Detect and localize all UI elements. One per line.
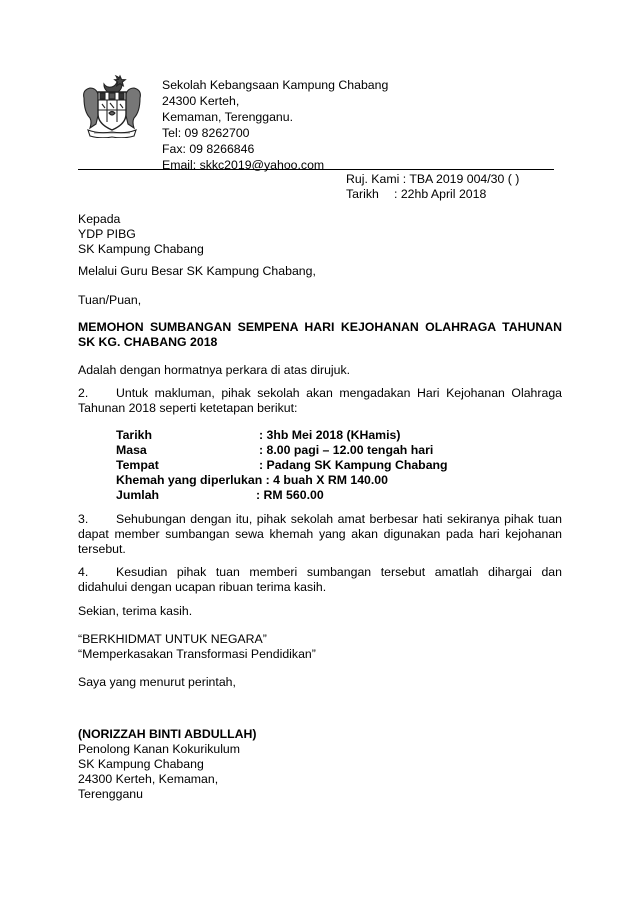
reference-date <box>346 187 519 202</box>
reference-number: Ruj. Kami : TBA 2019 004/30 ( ) <box>346 172 520 186</box>
school-tel: Tel: 09 8262700 <box>162 126 250 140</box>
signatory-title: Penolong Kanan Kokurikulum <box>78 742 241 756</box>
detail-value: : RM 560.00 <box>256 488 324 502</box>
paragraph-2-number: 2. <box>78 386 89 400</box>
letterhead <box>162 78 388 174</box>
paragraph-3-text: Sehubungan dengan itu, pihak sekolah amat berbesar hati sekiranya pihak tuan dapat member sumbangan sewa khemah yang akan digunakan pada hari kejohanan tersebut. <box>78 512 562 556</box>
reference-date-label: Tarikh <box>346 187 379 201</box>
signatory-address: 24300 Kerteh, Kemaman, <box>78 772 219 786</box>
detail-value: : 8.00 pagi – 12.00 tengah hari <box>259 443 434 457</box>
school-fax: Fax: 09 8266846 <box>162 142 255 156</box>
signatory-address: Terengganu <box>78 787 143 801</box>
salutation: Tuan/Puan, <box>78 293 142 307</box>
paragraph-3-number: 3. <box>78 512 89 526</box>
paragraph-4-number: 4. <box>78 565 89 579</box>
opening-paragraph: Adalah dengan hormatnya perkara di atas dirujuk. <box>78 363 351 377</box>
subject-line: MEMOHON SUMBANGAN SEMPENA HARI KEJOHANAN OLAHRAGA TAHUNAN SK KG. CHABANG 2018 <box>78 320 562 349</box>
motto-2: “Memperkasakan Transformasi Pendidikan” <box>78 647 316 661</box>
paragraph-4-text: Kesudian pihak tuan memberi sumbangan tersebut amatlah dihargai dan didahului dengan ucapan ribuan terima kasih. <box>78 565 562 594</box>
school-postcode: 24300 Kerteh, <box>162 94 240 108</box>
detail-label: Jumlah <box>116 488 160 502</box>
school-district: Kemaman, Terengganu. <box>162 110 294 124</box>
letterhead-divider <box>78 169 554 170</box>
school-name: Sekolah Kebangsaan Kampung Chabang <box>162 78 389 92</box>
paragraph-4 <box>78 565 562 595</box>
detail-khemah: Khemah yang diperlukan : 4 buah X RM 140.00 <box>116 473 388 487</box>
signatory-name: (NORIZZAH BINTI ABDULLAH) <box>78 727 257 741</box>
recipient-line: YDP PIBG <box>78 227 136 241</box>
recipient-line: SK Kampung Chabang <box>78 242 204 256</box>
recipient-block <box>78 212 562 257</box>
malaysia-coat-of-arms-icon <box>80 72 144 138</box>
signature-block <box>78 727 562 802</box>
detail-value: : Padang SK Kampung Chabang <box>259 458 448 472</box>
paragraph-3 <box>78 512 562 557</box>
reference-block <box>346 172 519 202</box>
detail-label: Masa <box>116 443 147 457</box>
recipient-line: Kepada <box>78 212 121 226</box>
signatory-org: SK Kampung Chabang <box>78 757 204 771</box>
detail-label: Tarikh <box>116 428 152 442</box>
order-line: Saya yang menurut perintah, <box>78 675 236 689</box>
detail-value: : 3hb Mei 2018 (KHamis) <box>259 428 401 442</box>
motto-1: “BERKHIDMAT UNTUK NEGARA” <box>78 632 267 646</box>
via-line: Melalui Guru Besar SK Kampung Chabang, <box>78 264 316 278</box>
paragraph-2 <box>78 386 562 416</box>
paragraph-2-text: Untuk makluman, pihak sekolah akan mengadakan Hari Kejohanan Olahraga Tahunan 2018 seperti ketetapan berikut: <box>78 386 562 415</box>
detail-label: Tempat <box>116 458 159 472</box>
school-email: Email: skkc2019@yahoo.com <box>162 158 325 172</box>
closing-line: Sekian, terima kasih. <box>78 604 193 618</box>
reference-date-value: : 22hb April 2018 <box>394 187 487 201</box>
